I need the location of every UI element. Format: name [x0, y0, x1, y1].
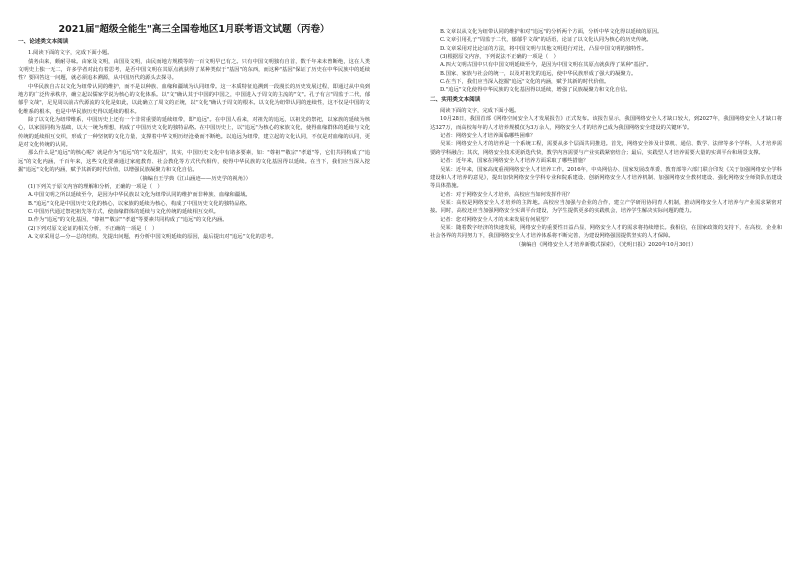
paragraph: C.在当下，我们应当深入挖掘"追远"文化的内涵，赋予其新的时代价值。: [440, 79, 610, 86]
paragraph: (1)下列关于原文内容的理解和分析，正确的一项是（ ）: [28, 183, 163, 190]
paragraph: D.作为"追远"的文化基因，"尊祖""敬宗""孝道"等要素共同构成了"追远"的文化内涵。: [28, 217, 228, 224]
paragraph: 记者：网络安全人才培养面临哪些困难？: [440, 133, 536, 140]
paragraph: A.文章采用总—分—总的结构，先提出问题，再分析中国文明延续的原因，最后提出对"追远"文化的思考。: [28, 233, 277, 240]
paragraph: D."追远"文化使得中华民族的文化基因得以延续，增强了民族凝聚力和文化自信。: [440, 87, 631, 94]
page-title: 2021届"超级全能生"高三全国卷地区1月联考语文试题（丙卷）: [58, 24, 330, 35]
right-column: [430, 28, 782, 249]
paragraph: A.四大文明古国中只有中国文明延续至今，是因为中国文明在其原点就获得了某种"基因"。: [440, 62, 652, 69]
paragraph: 中华民族自古以文化为纽带认同的维护，而不是以种族、血缘和疆域为认同纽带。这一本质特征追溯到一段漫长的历史发展过程，即通过从中央到地方的广泛传承秩序，确立起以儒家学说为核心的文化体系。以"文"确认其于中国的中国之，中国进入于周文的主流的"文"。孔子有言"周监于二代，郁郁乎文哉"，足见周以前古代源流的文化是如此，以此确立了周文的正统，以"文化"确认于周文的根本。以文化为纽带认同的连续性，这不仅是中国的文化维系的根本，也是中华民族历史得以延续的根本。: [18, 83, 370, 115]
paragraph: 吴某：近年来，国家高度重视网络安全人才培养工作。2016年，中央网信办、国家发展改革委、教育部等六部门联合印发《关于加强网络安全学科建设和人才培养的意见》，提出加快网络安全学科专业和院系建设、创新网络安全人才培养机制、加强网络安全教材建设、强化网络安全师资队伍建设等具体措施。: [430, 166, 782, 190]
left-column-body: [18, 38, 370, 241]
section-heading: 二、实用类文本阅读: [430, 96, 481, 103]
paragraph: 债务由来，颇耐寻味。由家及文明，由国及文明，由民而地方规模等的一百文明早已有之。只有中国文明独有自首，数千年来未曾断绝，这在人类文明史上独一无二，许多学者对此有着思考，是否中国文明在其原点就获得了某种类似于"基因"的东西，而这种"基因"保证了历史在中华民族中的延续性？要回答这一问题，就必须追本溯源，从中国历代的源头去探寻。: [18, 58, 370, 82]
paragraph: B.国家、家族与社会的统一，以及对祖先的追远，使中华民族形成了强大的凝聚力。: [440, 70, 637, 77]
paragraph: B."追远"文化是中国历史文化的核心，以家族的延续为核心，构成了中国历史文化的独特品格。: [28, 200, 251, 207]
paragraph: B.文章以从文化为纽带认同的维护和对"追远"的分析两个方面，分析中华文化得以延续的原因。: [440, 29, 663, 35]
paragraph: A.中国文明之所以延续至今，是因为中华民族以文化为纽带认同的维护而非种族、血缘和疆域。: [28, 192, 251, 199]
paragraph: 吴某：高校是网络安全人才培养的主阵地。高校应当加强与企业的合作，建立产学研用协同育人机制，推动网络安全人才培养与产业需求紧密对接。同时，高校还应当加强网络安全实训平台建设，为学生提供更多的实践机会，培养学生解决实际问题的能力。: [430, 199, 782, 215]
paragraph: D.文章采用对比论证的方法，将中国文明与其他文明进行对比，凸显中国文明的独特性。: [440, 45, 648, 52]
paragraph: 10月28日，我国首部《网络空间安全人才发展报告》正式发布。该报告显示，我国网络安全人才缺口较大，到2027年，我国网络安全人才缺口将达327万，而高校每年的人才培养规模仅为3万余人，网络安全人才的培养已成为我国网络安全建设的关键环节。: [430, 116, 782, 131]
paragraph: 1.阅读下面的文字，完成下面小题。: [28, 50, 113, 57]
source-citation: （摘编自王学典《江山涵迹——历史学的视角》）: [137, 175, 251, 182]
paragraph: 吴某：随着数字经济的快速发展，网络安全的重要性日益凸显，网络安全人才的需求将持续增长。我相信，在国家政策的支持下，在高校、企业和社会各界的共同努力下，我国网络安全人才培养体系将不断完善，为建设网络强国提供坚实的人才保障。: [430, 224, 782, 240]
section-heading: 一、论述类文本阅读: [18, 39, 69, 45]
source-citation: （摘编自《网络安全人才培养新模式探索》，《光明日报》2020年10月30日）: [515, 241, 697, 248]
paragraph: C.中国历代通过祭祀祖先等方式，使血缘群体的延续与文化传统的延续相互交织。: [28, 208, 219, 215]
paragraph: 记者：您对网络安全人才的未来发展有何展望？: [440, 216, 552, 223]
paragraph: (3)根据原文内容，下列说法不正确的一项是（ ）: [440, 54, 559, 61]
paragraph: 吴某：网络安全人才的培养是一个系统工程，需要从多个层面共同推进。首先，网络安全涉及计算机、通信、数学、法律等多个学科，人才培养需要跨学科融合；其次，网络安全技术更新迭代快，教学内容需要与产业实践紧密结合；最后，实践型人才培养需要大量的实训平台和场景支撑。: [430, 141, 782, 156]
left-column: [18, 22, 370, 241]
paragraph: 阅读下面的文字，完成下面小题。: [440, 108, 520, 115]
paragraph: 记者：对于网络安全人才培养，高校应当如何发挥作用？: [440, 191, 573, 198]
paragraph: C.文章引用孔子"周监于二代，郁郁乎文哉"的话语，论证了以文化认同为核心的历史传统。: [440, 37, 652, 44]
paragraph: (2)下列对原文论证的相关分析，不正确的一项是（ ）: [28, 225, 158, 232]
paragraph: 记者：近年来，国家在网络安全人才培养方面采取了哪些措施？: [440, 158, 589, 165]
paragraph: 除了以文化为纽带维系，中国历史上还有一个非常重要的延续纽带，即"追远"。在中国人看来，对祖先的追远，以祖先的祭祀，以家族的延续为核心，以家国同构为基础，以大一统为理想，构成了中国历史文化的独特品格。在中国历史上，以"追远"为核心的家族文化，使得血缘群体的延续与文化传统的延续相互交织，形成了一种坚韧的文化力量，支撑着中华文明历经沧桑而不断绝。以追远为纽带，建立起的文化认同，不仅是对血缘的认同，更是对文化传统的认同。: [18, 117, 370, 149]
right-column-body: [430, 28, 782, 249]
paragraph: 那么什么是"追远"的核心呢？就是作为"追远"的"文化基因"，其实，中国历史文化中有诸多要素，如："尊祖""敬宗""孝道"等，它们共同构成了"追远"的文化内涵，千百年来，这些文化要素通过家庭教育、社会教化等方式代代相传，使得中华民族的文化基因得以延续。在当下，我们应当深入挖掘"追远"文化的内涵，赋予其新的时代价值，以增强民族凝聚力和文化自信。: [18, 150, 370, 174]
